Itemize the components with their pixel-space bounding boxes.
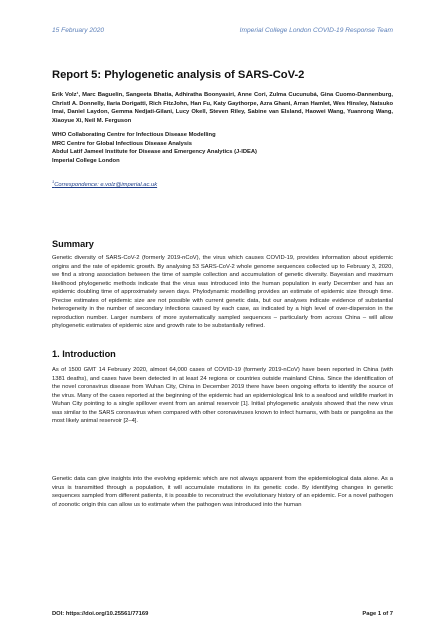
footer-doi[interactable]: DOI: https://doi.org/10.25561/77169 <box>52 611 149 617</box>
introduction-heading: 1. Introduction <box>52 349 116 359</box>
correspondence-text: Correspondence: e.volz@imperial.ac.uk <box>54 181 158 188</box>
running-header <box>52 27 393 34</box>
header-date: 15 February 2020 <box>52 27 105 34</box>
footnote-marker: 1 <box>52 179 55 184</box>
affiliation-line: MRC Centre for Global Infectious Disease Analysis <box>52 140 192 147</box>
affiliation-line: Abdul Latif Jameel Institute for Disease and Emergency Analytics (J-IDEA) <box>52 149 257 156</box>
summary-paragraph: Genetic diversity of SARS-CoV-2 (formerly 2019-nCoV), the virus which causes COVID-19, provides information about epidemic origins and the rate of epidemic growth. By analysing 53 SARS-CoV-2 whole genome sequences collected up to February 3, 2020, we find a strong association between the time of sample collection and accumulation of genetic diversity. Bayesian and maximum likelihood phylogenetic methods indicate that the virus was introduced into the human population in early December and has an epidemic doubling time of approximately seven days. Phylodynamic modelling provides an estimate of epidemic size through time. Precise estimates of epidemic size are not possible with current genetic data, but our analyses indicate evidence of substantial heterogeneity in the number of secondary infections caused by each case, as indicated by a high level of over-dispersion in the reproduction number. Larger numbers of more systematically sampled sequences – particularly from across China – will allow phylogenetic estimates of epidemic size and growth rate to be substantially refined. <box>52 255 393 330</box>
affiliation-line: WHO Collaborating Centre for Infectious Disease Modelling <box>52 132 216 138</box>
footer-page-number: Page 1 of 7 <box>362 611 393 617</box>
introduction-paragraph-1: As of 1500 GMT 14 February 2020, almost 64,000 cases of COVID-19 (formerly 2019-nCoV) have been reported in China (with 1381 deaths), and cases have been detected in at least 24 regions or countries outside mainland China. Since the identification of the novel coronavirus disease from Wuhan City, China in December 2019 there have been ongoing efforts to identify the source of the virus. Many of the cases reported at the beginning of the epidemic had an epidemiological link to a seafood and wildlife market in Wuhan City pointing to a single spillover event from an animal reservoir [1]. Initial phylogenetic analysis showed that the new virus was similar to the SARS coronavirus when compared with other coronaviruses known to infect humans, with bats or pangolins as the most likely animal reservoir [2–4]. <box>52 367 393 425</box>
author-list: Erik Volz¹, Marc Baguelin, Sangeeta Bhatia, Adhiratha Boonyasiri, Anne Cori, Zulma Cucunubá, Gina Cuomo-Dannenburg, Christl A. Donnelly, Ilaria Dorigatti, Rich FitzJohn, Han Fu, Katy Gaythorpe, Azra Ghani, Arran Hamlet, Wes Hinsley, Natsuko Imai, Daniel Laydon, Gemma Nedjati-Gilani, Lucy Okell, Steven Riley, Sabine van Elsland, Haowei Wang, Yuanrong Wang, Xiaoyue Xi, Neil M. Ferguson <box>52 92 393 124</box>
introduction-paragraph-2: Genetic data can give insights into the evolving epidemic which are not always apparent from the epidemiological data alone. As a virus is transmitted through a population, it will accumulate mutations in its genetic code. By identifying changes in genetic sequences sampled from different patients, it is possible to reconstruct the evolutionary history of an epidemic. For a novel pathogen of zoonotic origin this can allow us to estimate when the pathogen was introduced into the human <box>52 476 393 508</box>
report-title: Report 5: Phylogenetic analysis of SARS-CoV-2 <box>52 69 305 81</box>
affiliations <box>52 131 393 165</box>
header-team: Imperial College London COVID-19 Response Team <box>239 27 393 34</box>
summary-heading: Summary <box>52 239 94 249</box>
correspondence-link[interactable] <box>52 179 157 188</box>
page-footer <box>52 611 393 617</box>
affiliation-line: Imperial College London <box>52 157 120 164</box>
